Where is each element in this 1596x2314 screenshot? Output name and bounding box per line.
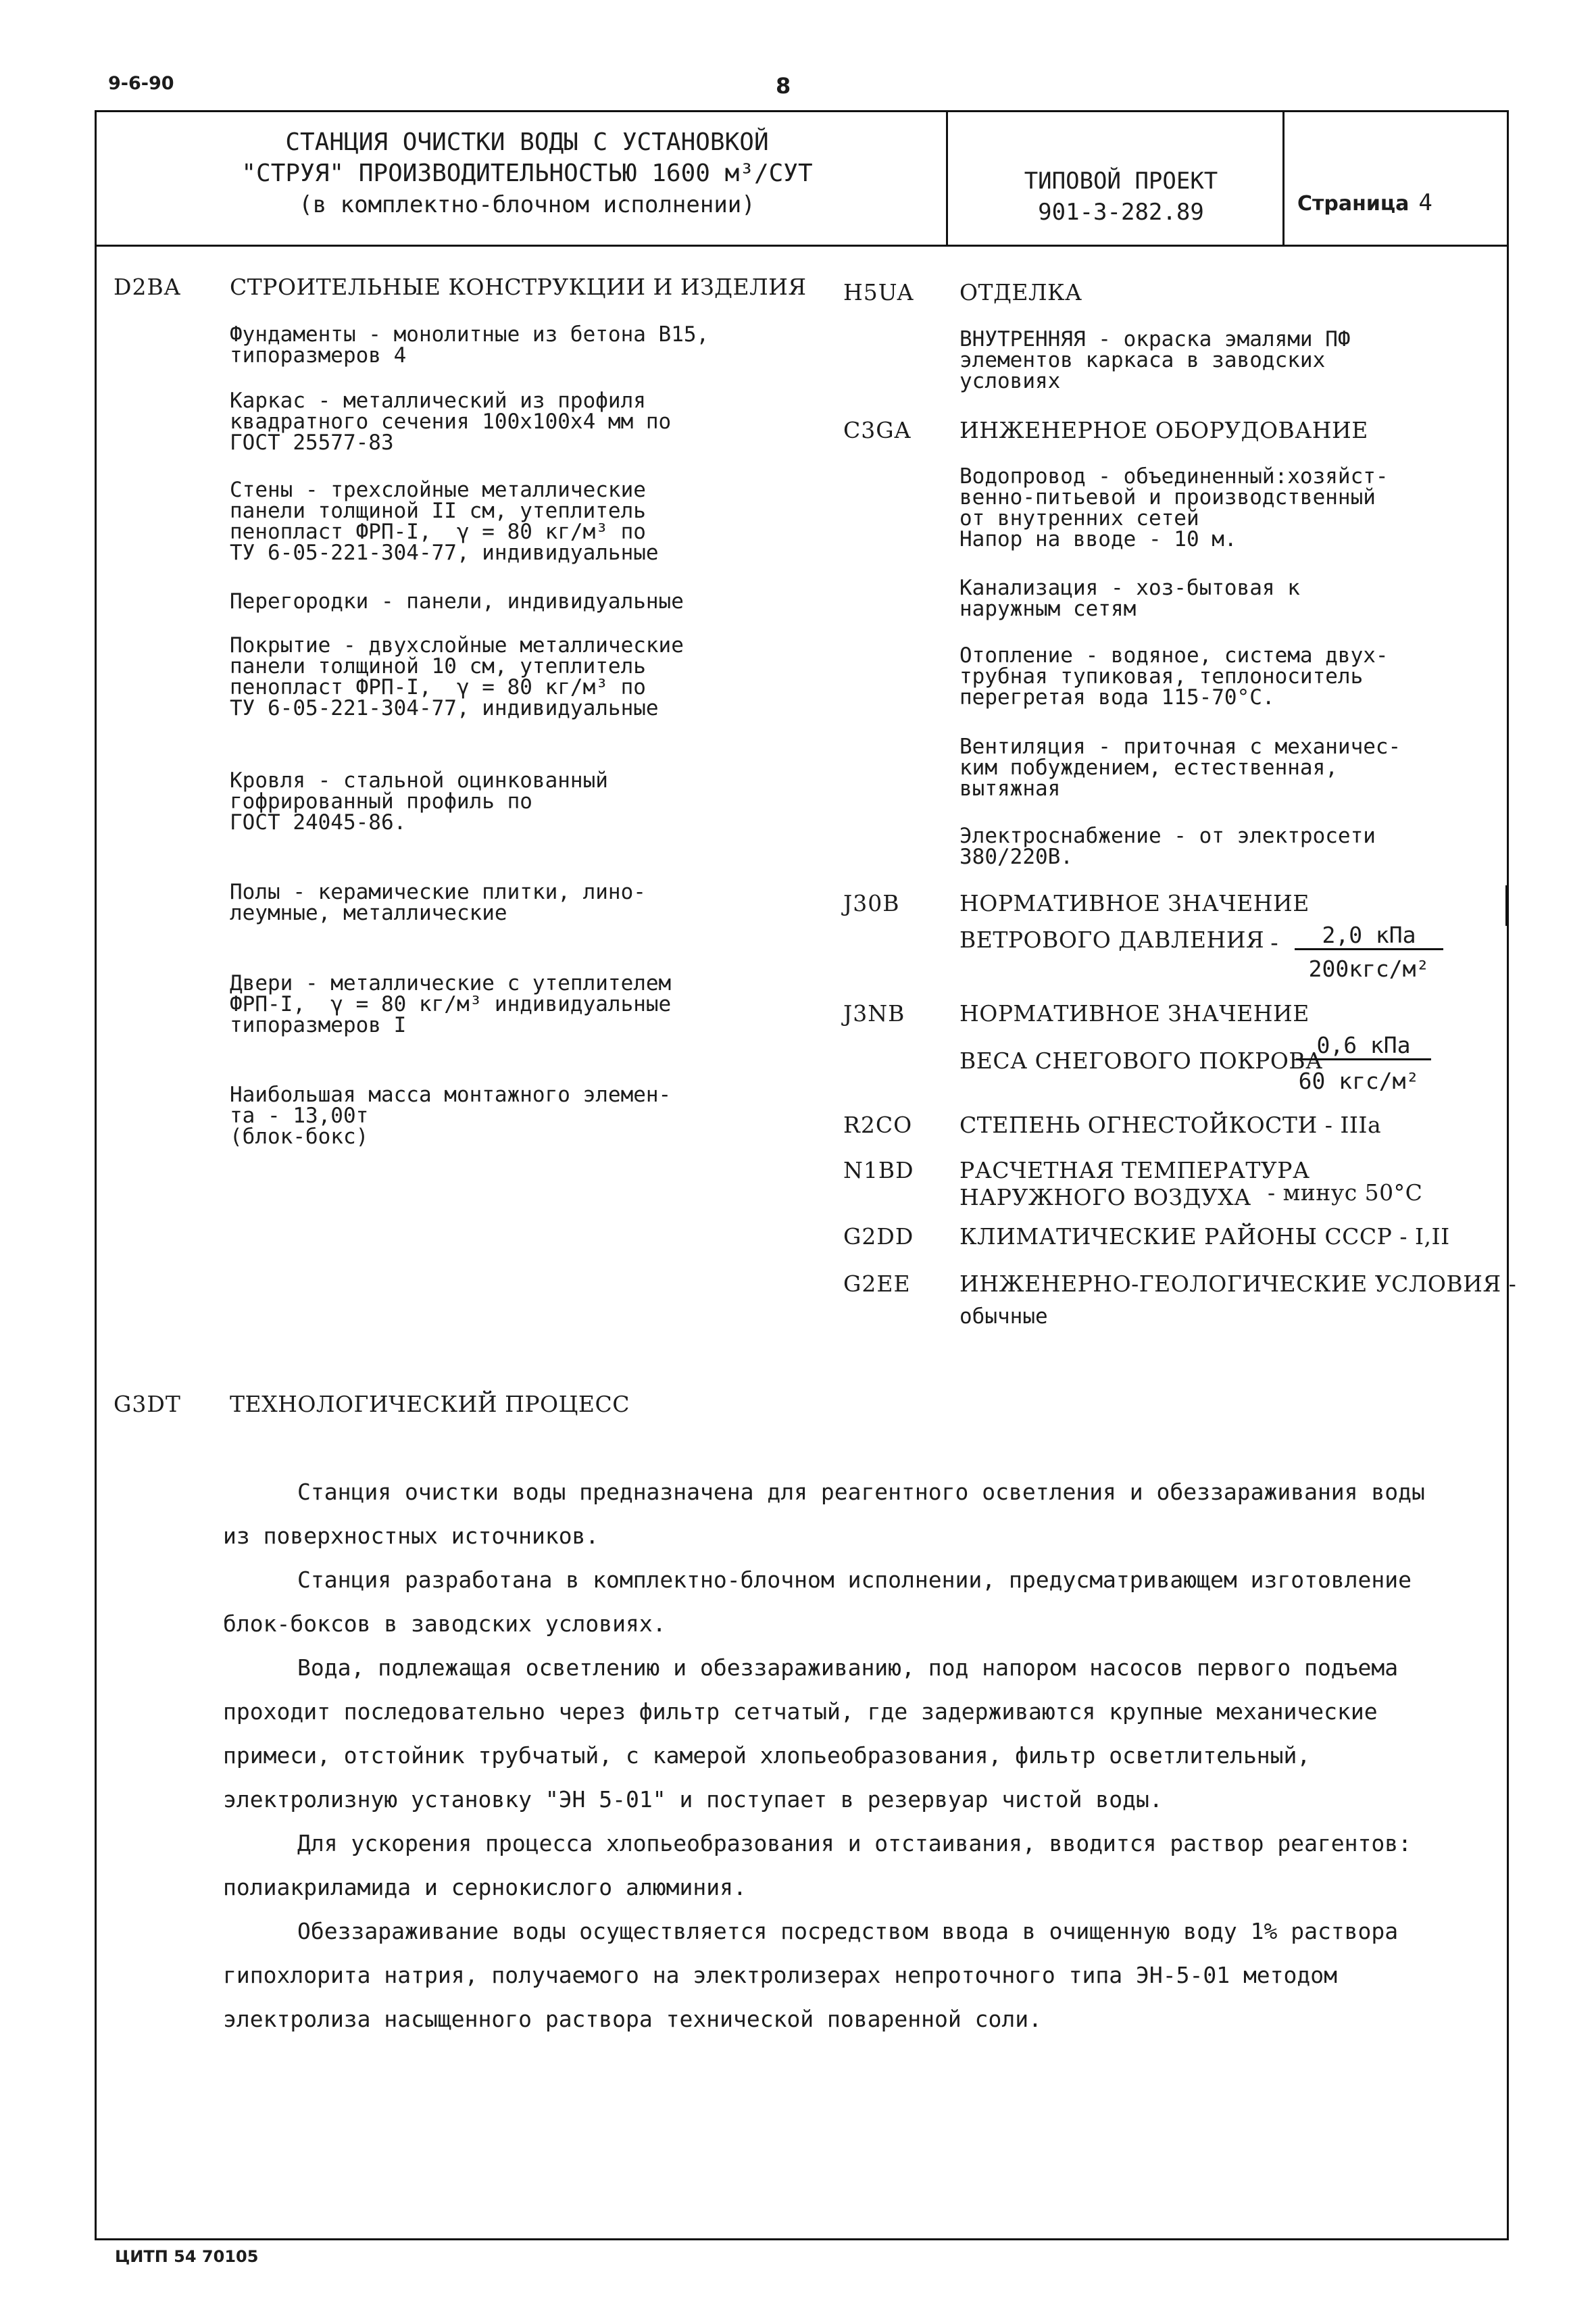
finish-text: ВНУТРЕННЯЯ - окраска эмалями ПФ элементов каркаса в заводских условиях <box>959 327 1351 393</box>
temp-value: - минус 50°С <box>1268 1179 1423 1206</box>
snow-line-1: НОРМАТИВНОЕ ЗНАЧЕНИЕ <box>959 1000 1310 1027</box>
footer-stamp: ЦИТП 54 70105 <box>115 2247 259 2266</box>
process-paragraph-2: Станция разработана в комплектно-блочном исполнении, предусматривающем изготовление блок-боксов в заводских условиях. <box>223 1567 1412 1637</box>
temp-line-2: НАРУЖНОГО ВОЗДУХА <box>959 1184 1251 1210</box>
process-paragraph-1: Станция очистки воды предназначена для реагентного осветления и обеззараживания воды из поверхностных источников. <box>223 1479 1425 1549</box>
project-block <box>962 166 1280 228</box>
wind-line-1: НОРМАТИВНОЕ ЗНАЧЕНИЕ <box>959 890 1310 916</box>
section-title-construction: СТРОИТЕЛЬНЫЕ КОНСТРУКЦИИ И ИЗДЕЛИЯ <box>230 274 807 300</box>
climate-code: G2DD <box>843 1223 914 1250</box>
wind-line-2: ВЕТРОВОГО ДАВЛЕНИЯ <box>959 927 1265 953</box>
page-indicator <box>1297 189 1432 216</box>
sheet-number: 8 <box>776 73 791 99</box>
item-heating: Отопление - водяное, система двух- трубная тупиковая, теплоноситель перегретая вода 115-70°С. <box>959 643 1389 710</box>
project-label: ТИПОВОЙ ПРОЕКТ <box>1024 168 1218 195</box>
section-code-finish: H5UA <box>843 279 914 305</box>
section-code-process: G3DT <box>114 1391 181 1417</box>
climate-zones: КЛИМАТИЧЕСКИЕ РАЙОНЫ СССР - I,II <box>959 1223 1450 1250</box>
item-doors: Двери - металлические с утеплителем ФРП-I, γ = 80 кг/м³ индивидуальные типоразмеров I <box>230 971 672 1037</box>
wind-numerator: 2,0 кПа <box>1295 922 1443 950</box>
process-paragraph-3: Вода, подлежащая осветлению и обеззараживанию, под напором насосов первого подъема проходит последовательно через фильтр сетчатый, где задерживаются крупные механические примеси, отстойник трубчатый, с камерой хлопьеобразования, фильтр осветлительный, электролизную установку "ЭН 5-01" и поступает в резервуар чистой воды. <box>223 1654 1399 1813</box>
snow-code: J3NB <box>843 1000 905 1027</box>
header-title-line-2: "СТРУЯ" ПРОИЗВОДИТЕЛЬНОСТЬЮ 1600 м³/СУТ <box>241 159 813 187</box>
header-title-line-1: СТАНЦИЯ ОЧИСТКИ ВОДЫ С УСТАНОВКОЙ <box>285 128 769 156</box>
geo-code: G2EE <box>843 1271 911 1297</box>
header-divider <box>95 245 1509 247</box>
snow-numerator: 0,6 кПа <box>1296 1032 1431 1060</box>
item-max-mass: Наибольшая масса монтажного элемен- та - 13,00т (блок-бокс) <box>230 1083 672 1149</box>
process-paragraph-4: Для ускорения процесса хлопьеобразования и отстаивания, вводится раствор реагентов: полиакриламида и сернокислого алюминия. <box>223 1830 1412 1900</box>
section-title-finish: ОТДЕЛКА <box>959 279 1082 305</box>
fire-resistance: СТЕПЕНЬ ОГНЕСТОЙКОСТИ - IIIа <box>959 1112 1382 1138</box>
wind-dash: - <box>1268 929 1281 956</box>
header-title <box>108 127 946 220</box>
wind-denominator: 200кгс/м² <box>1308 956 1430 982</box>
item-water-supply: Водопровод - объединенный:хозяйст- венно-питьевой и производственный от внутренних сетей Напор на вводе - 10 м. <box>959 464 1389 551</box>
item-roof-cover: Покрытие - двухслойные металлические панели толщиной 10 см, утеплитель пенопласт ФРП-I, γ = 80 кг/м³ по ТУ 6-05-221-304-77, индивидуальные <box>230 633 684 720</box>
item-walls: Стены - трехслойные металлические панели толщиной II см, утеплитель пенопласт ФРП-I, γ = 80 кг/м³ по ТУ 6-05-221-304-77, индивидуальные <box>230 478 659 565</box>
geo-line-2: обычные <box>959 1304 1048 1329</box>
item-partitions: Перегородки - панели, индивидуальные <box>230 589 684 614</box>
item-roofing: Кровля - стальной оцинкованный гофрированный профиль по ГОСТ 24045-86. <box>230 768 608 835</box>
item-foundations: Фундаменты - монолитные из бетона В15, типоразмеров 4 <box>230 322 709 368</box>
fire-code: R2CO <box>843 1112 913 1138</box>
temp-line-1: РАСЧЕТНАЯ ТЕМПЕРАТУРА <box>959 1157 1310 1183</box>
item-frame: Каркас - металлический из профиля квадратного сечения 100х100х4 мм по ГОСТ 25577-83 <box>230 389 672 455</box>
header-divider-1 <box>946 110 948 245</box>
project-number: 901-3-282.89 <box>1038 199 1204 226</box>
section-code-equipment: C3GA <box>843 417 912 443</box>
item-floors: Полы - керамические плитки, лино- леумные, металлические <box>230 880 646 925</box>
header-title-line-3: (в комплектно-блочном исполнении) <box>299 191 755 218</box>
snow-denominator: 60 кгс/м² <box>1298 1068 1420 1094</box>
page-label: Страница <box>1297 192 1410 216</box>
item-sewerage: Канализация - хоз-бытовая к наружным сетям <box>959 576 1300 621</box>
header-divider-2 <box>1282 110 1285 245</box>
item-power-supply: Электроснабжение - от электросети 380/220В. <box>959 824 1376 869</box>
geo-line-1: ИНЖЕНЕРНО-ГЕОЛОГИЧЕСКИЕ УСЛОВИЯ - <box>959 1271 1517 1297</box>
temp-code: N1BD <box>843 1157 914 1183</box>
section-title-equipment: ИНЖЕНЕРНОЕ ОБОРУДОВАНИЕ <box>959 417 1368 443</box>
document-code: 9-6-90 <box>108 73 174 94</box>
wind-code: J30B <box>843 890 900 916</box>
process-paragraph-5: Обеззараживание воды осуществляется посредством ввода в очищенную воду 1% раствора гипохлорита натрия, получаемого на электролизерах непроточного типа ЭН-5-01 методом электролиза насыщенного раствора технической поваренной соли. <box>223 1918 1399 2032</box>
page-value: 4 <box>1418 189 1432 216</box>
section-title-process: ТЕХНОЛОГИЧЕСКИЙ ПРОЦЕСС <box>230 1391 630 1417</box>
snow-line-2: ВЕСА СНЕГОВОГО ПОКРОВА <box>959 1048 1323 1074</box>
process-text <box>223 1470 1439 2041</box>
item-ventilation: Вентиляция - приточная с механичес- ким побуждением, естественная, вытяжная <box>959 735 1401 801</box>
margin-mark <box>1505 885 1509 926</box>
section-code-construction: D2BA <box>114 274 181 300</box>
